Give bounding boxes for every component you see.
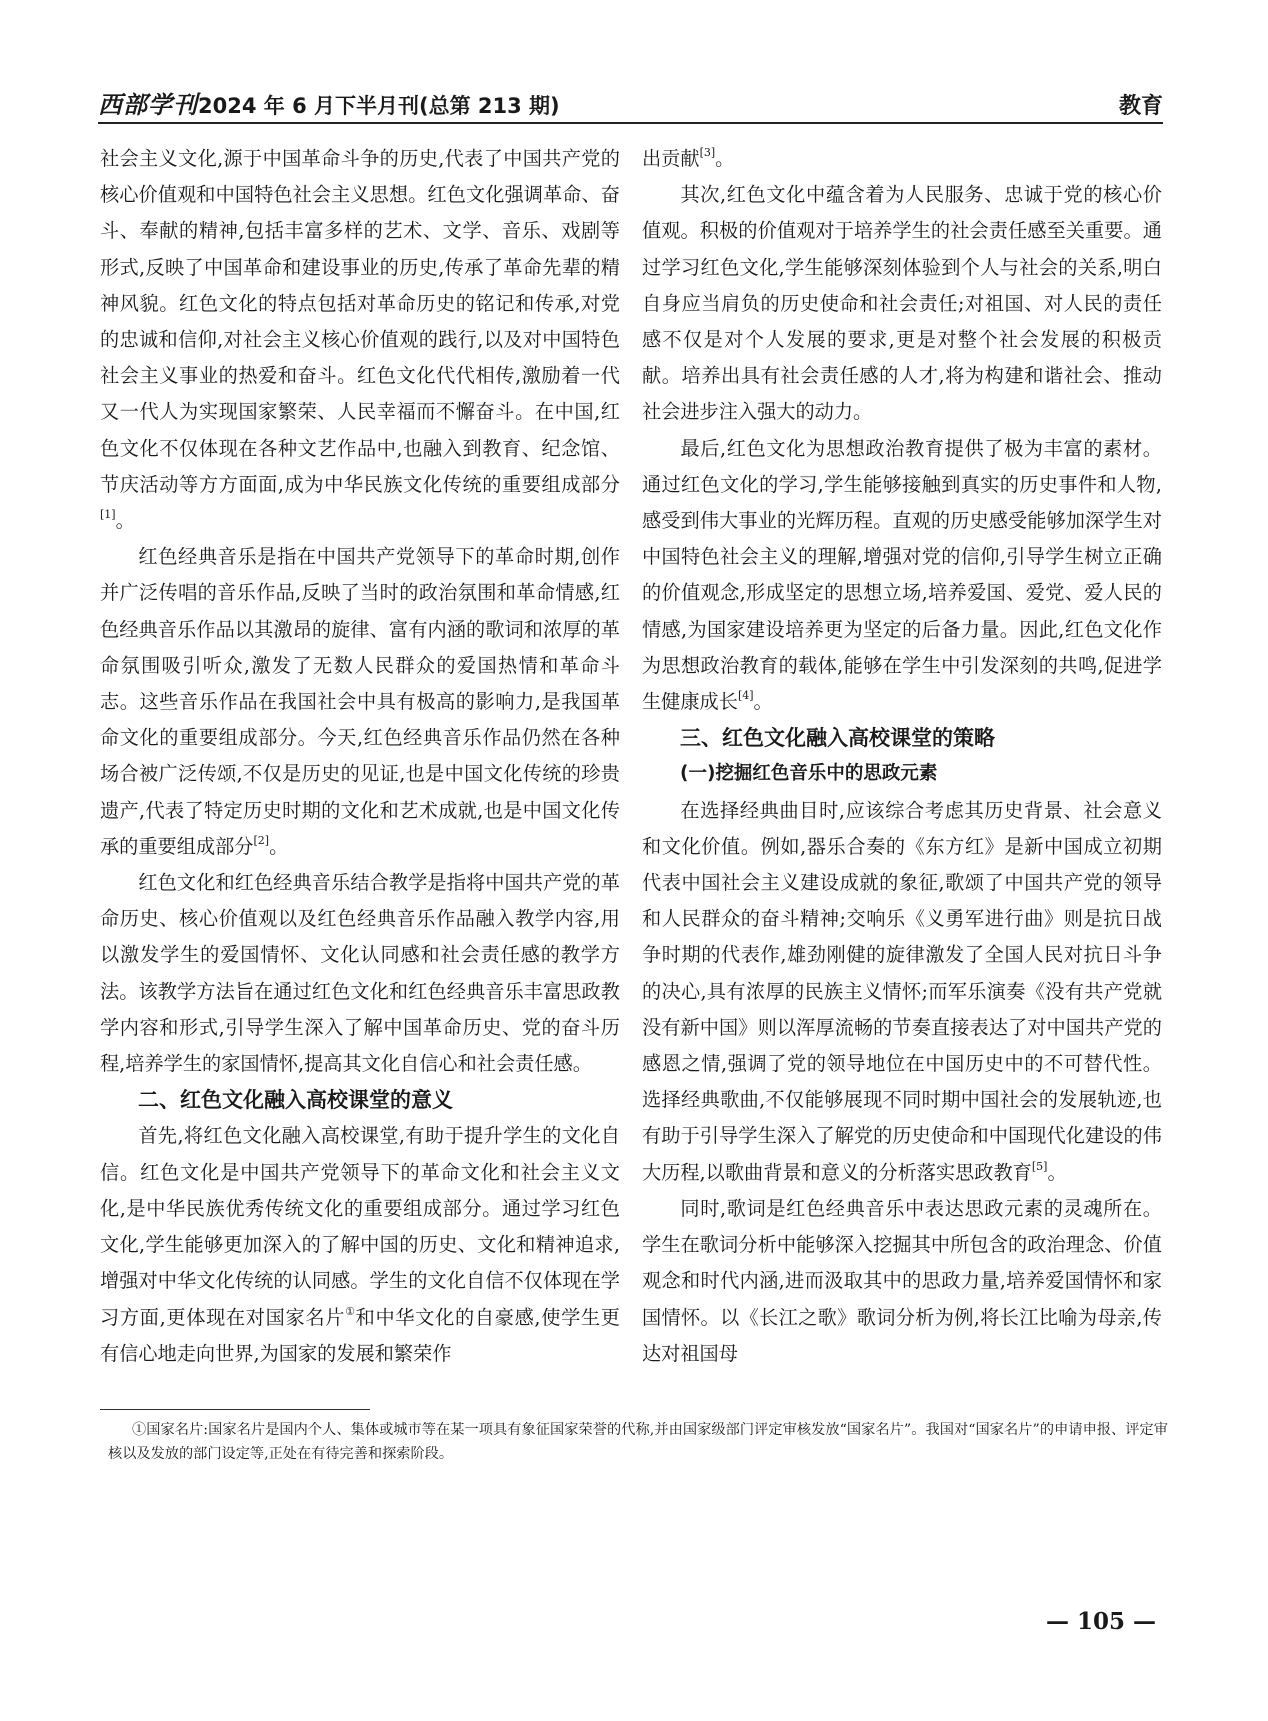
header-rule [98,122,1163,124]
issue-info: 2024 年 6 月下半月刊(总第 213 期) [198,94,560,118]
paragraph: 社会主义文化,源于中国革命斗争的历史,代表了中国共产党的核心价值观和中国特色社会主义思想。红色文化强调革命、奋斗、奉献的精神,包括丰富多样的艺术、文学、音乐、戏剧等形式,反映了中国革命和建设事业的历史,传承了革命先辈的精神风貌。红色文化的特点包括对革命历史的铭记和传承,对党的忠诚和信仰,对社会主义核心价值观的践行,以及对中国特色社会主义事业的热爱和奋斗。红色文化代代相传,激励着一代又一代人为实现国家繁荣、人民幸福而不懈奋斗。在中国,红色文化不仅体现在各种文艺作品中,也融入到教育、纪念馆、节庆活动等方方面面,成为中华民族文化传统的重要组成部分[1]。 [100,147,620,533]
section-heading: 三、红色文化融入高校课堂的策略 [680,726,995,751]
journal-logo: 西部学刊 [98,90,198,119]
paragraph: 最后,红色文化为思想政治教育提供了极为丰富的素材。通过红色文化的学习,学生能够接触到真实的历史事件和人物,感受到伟大事业的光辉历程。直观的历史感受能够加深学生对中国特色社会主义的理解,增强对党的信仰,引导学生树立正确的价值观念,形成坚定的思想立场,培养爱国、爱党、爱人民的情感,为国家建设培养更为坚定的后备力量。因此,红色文化作为思想政治教育的载体,能够在学生中引发深刻的共鸣,促进学生健康成长[4]。 [642,436,1162,714]
citation: [3] [699,146,716,159]
footnote-marker: ① [345,1304,356,1318]
citation: [5] [1031,1159,1048,1173]
section-label: 教育 [1118,94,1163,119]
paragraph: 同时,歌词是红色经典音乐中表达思政元素的灵魂所在。学生在歌词分析中能够深入挖掘其中所包含的政治理念、价值观念和时代内涵,进而汲取其中的思政力量,培养爱国情怀和家国情怀。以《长江之歌》歌词分析为例,将长江比喻为母亲,传达对祖国母 [642,1196,1162,1365]
footnote: ①国家名片:国家名片是国内个人、集体或城市等在某一项具有象征国家荣誉的代称,并由国家级部门评定审核发放“国家名片”。我国对“国家名片”的申请申报、评定审核以及发放的部门设定等,正处在有待完善和探索阶段。 [108,1422,1168,1462]
citation: [4] [737,689,754,703]
section-heading: 二、红色文化融入高校课堂的意义 [138,1088,453,1113]
paragraph: 出贡献[3]。 [642,146,735,170]
paragraph: 红色经典音乐是指在中国共产党领导下的革命时期,创作并广泛传唱的音乐作品,反映了当时的政治氛围和革命情感,红色经典音乐作品以其激昂的旋律、富有内涵的歌词和浓厚的革命氛围吸引听众,激发了无数人民群众的爱国热情和革命斗志。这些音乐作品在我国社会中具有极高的影响力,是我国革命文化的重要组成部分。今天,红色经典音乐作品仍然在各种场合被广泛传颂,不仅是历史的见证,也是中国文化传统的珍贵遗产,代表了特定历史时期的文化和艺术成就,也是中国文化传承的重要组成部分[2]。 [100,545,620,858]
paragraph: 首先,将红色文化融入高校课堂,有助于提升学生的文化自信。红色文化是中国共产党领导下的革命文化和社会主义文化,是中华民族优秀传统文化的重要组成部分。通过学习红色文化,学生能够更加深入的了解中国的历史、文化和精神追求,增强对中华文化传统的认同感。学生的文化自信不仅体现在学习方面,更体现在对国家名片①和中华文化的自豪感,使学生更有信心地走向世界,为国家的发展和繁荣作 [100,1124,620,1365]
left-column [100,141,620,1372]
running-header [98,90,1163,124]
paragraph: 其次,红色文化中蕴含着为人民服务、忠诚于党的核心价值观。积极的价值观对于培养学生的社会责任感至关重要。通过学习红色文化,学生能够深刻体验到个人与社会的关系,明白自身应当肩负的历史使命和社会责任;对祖国、对人民的责任感不仅是对个人发展的要求,更是对整个社会发展的积极贡献。培养出具有社会责任感的人才,将为构建和谐社会、推动社会进步注入强大的动力。 [642,183,1162,424]
paragraph: 红色文化和红色经典音乐结合教学是指将中国共产党的革命历史、核心价值观以及红色经典音乐作品融入教学内容,用以激发学生的爱国情怀、文化认同感和社会责任感的教学方法。该教学方法旨在通过红色文化和红色经典音乐丰富思政教学内容和形式,引导学生深入了解中国革命历史、党的奋斗历程,培养学生的家国情怀,提高其文化自信心和社会责任感。 [100,871,620,1076]
citation: [1] [100,508,116,522]
page-number: — 105 — [1045,1608,1156,1635]
right-column [642,141,1162,1372]
subsection-heading: (一)挖掘红色音乐中的思政元素 [680,763,938,785]
header-left [98,85,560,120]
footnote-rule [100,1409,370,1410]
paragraph: 在选择经典曲目时,应该综合考虑其历史背景、社会意义和文化价值。例如,器乐合奏的《东方红》是新中国成立初期代表中国社会主义建设成就的象征,歌颂了中国共产党的领导和人民群众的奋斗精神;交响乐《义勇军进行曲》则是抗日战争时期的代表作,雄劲刚健的旋律激发了全国人民对抗日斗争的决心,具有浓厚的民族主义情怀;而军乐演奏《没有共产党就没有新中国》则以浑厚流畅的节奏直接表达了对中国共产党的感恩之情,强调了党的领导地位在中国历史中的不可替代性。选择经典歌曲,不仅能够展现不同时期中国社会的发展轨迹,也有助于引导学生深入了解党的历史使命和中国现代化建设的伟大历程,以歌曲背景和意义的分析落实思政教育[5]。 [642,798,1162,1184]
citation: [2] [253,833,270,847]
